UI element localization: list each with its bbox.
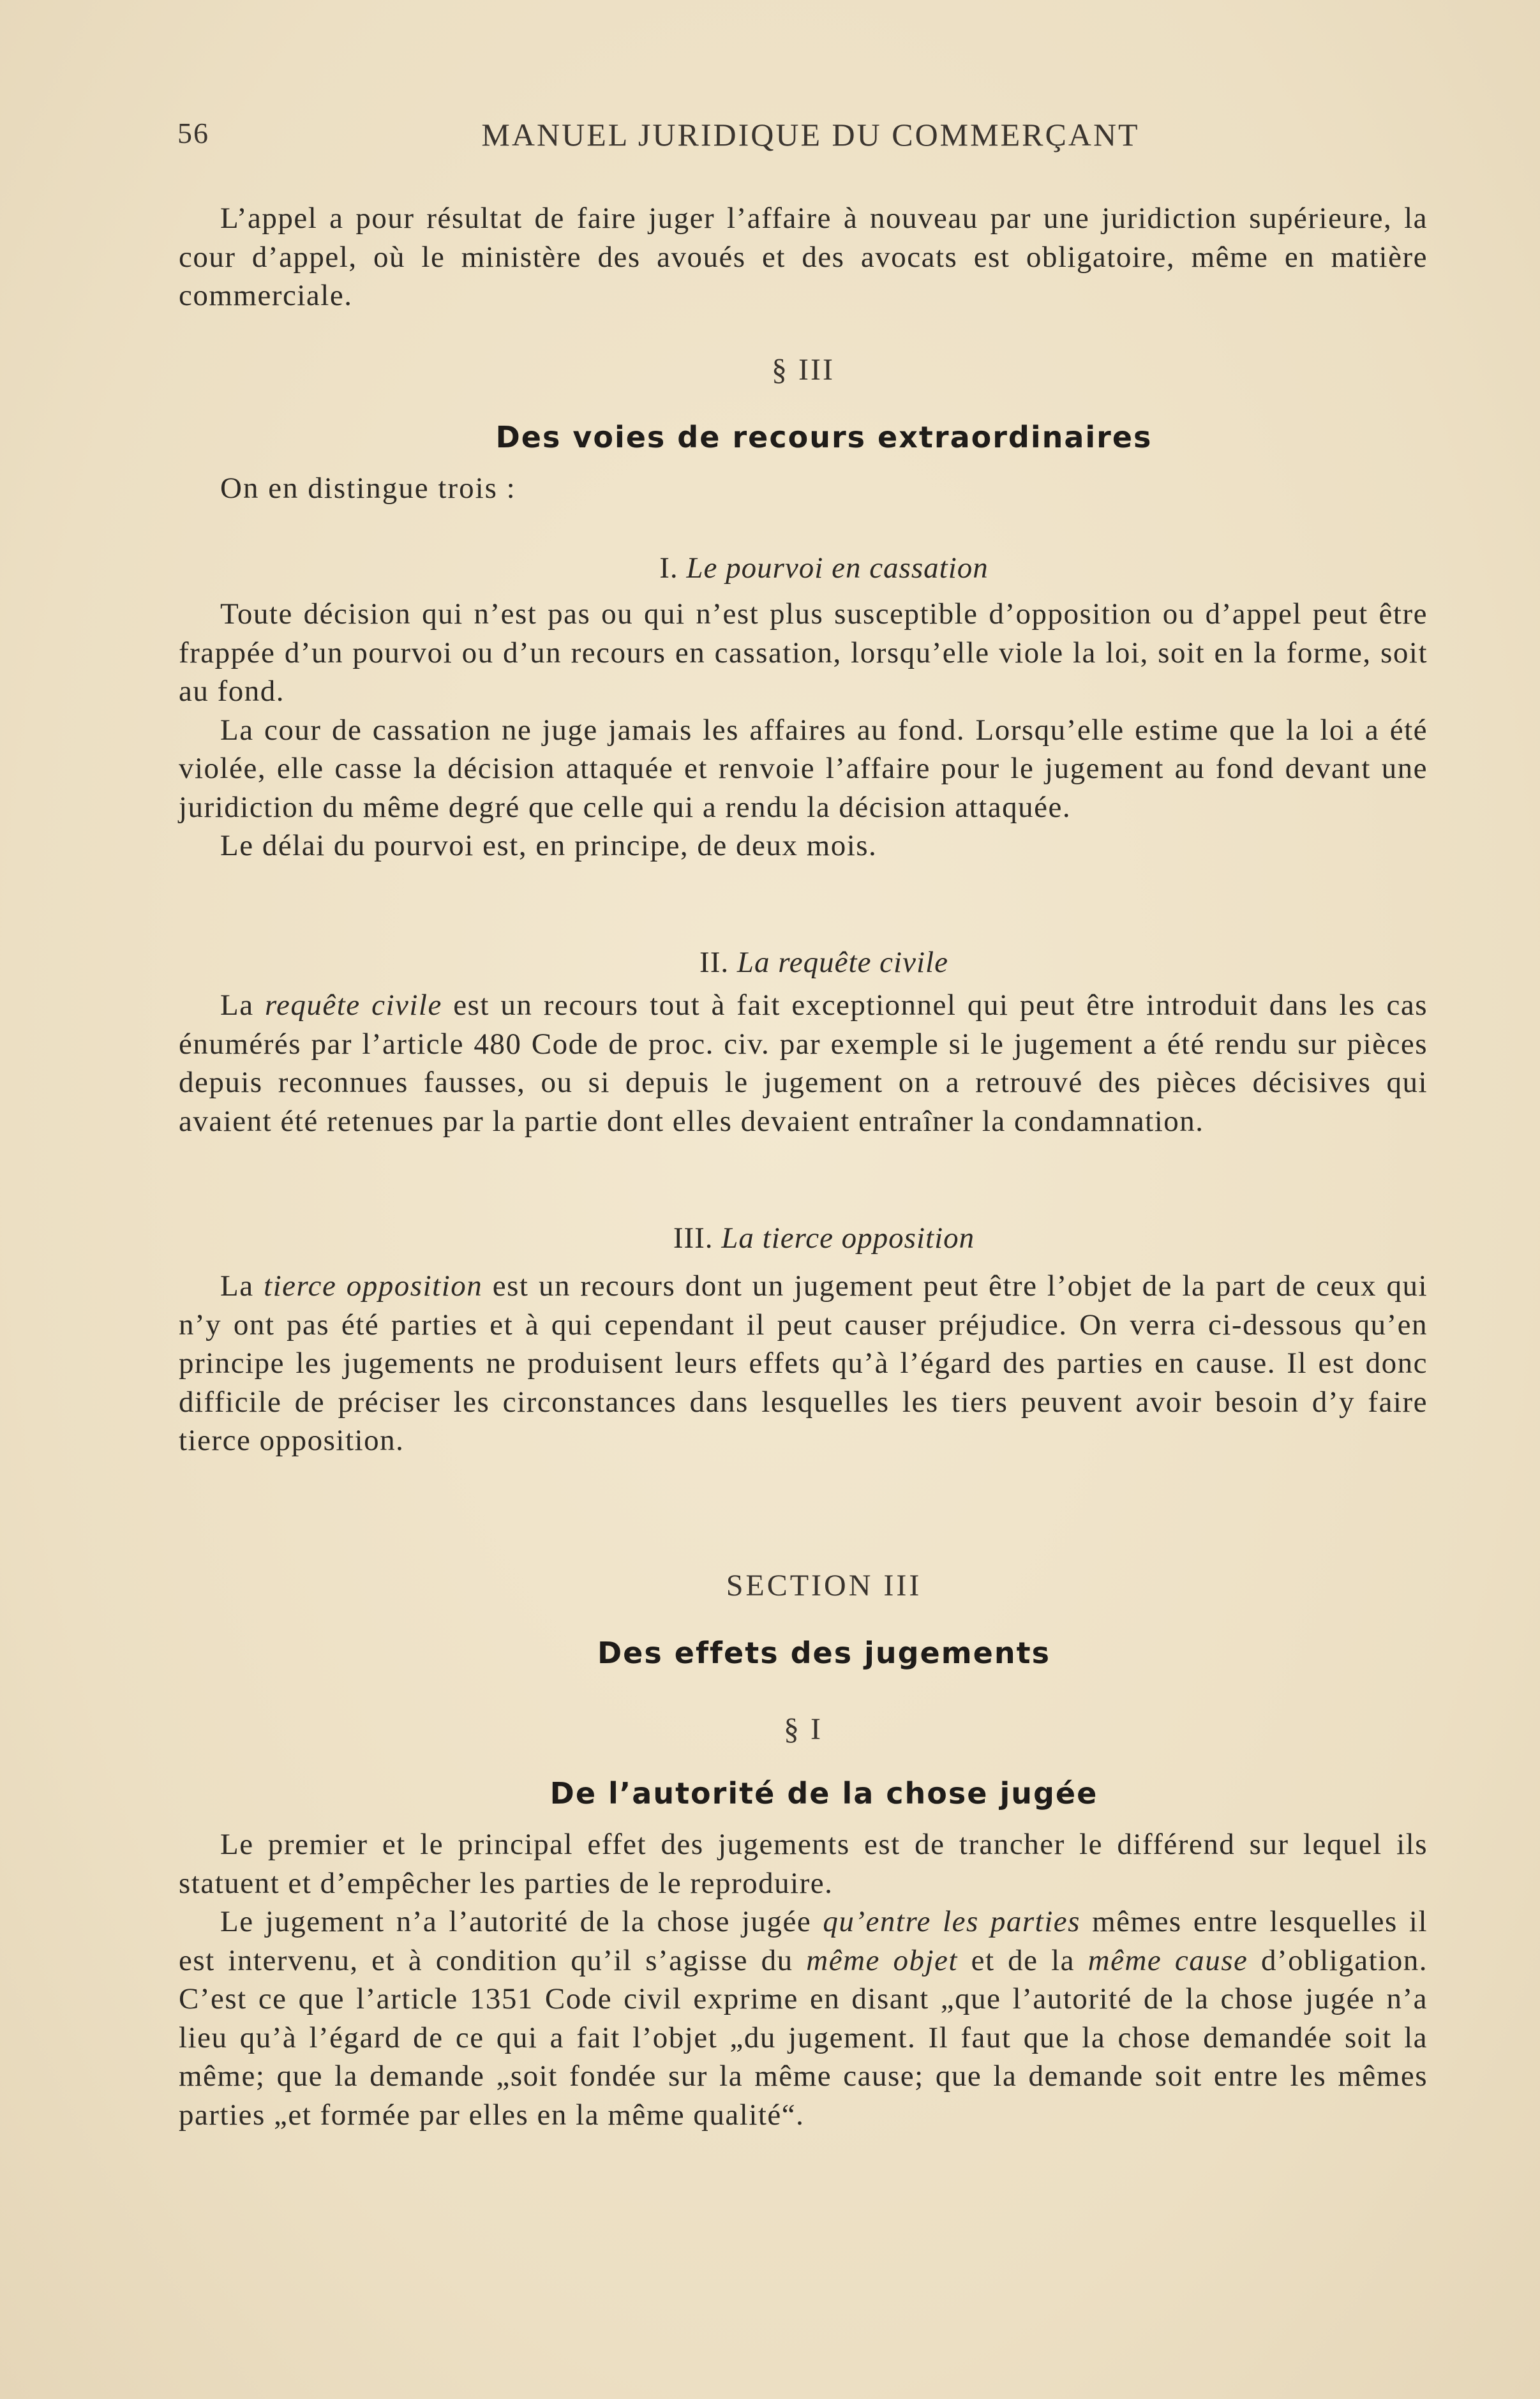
subsection-title (179, 1219, 1428, 1258)
italic-term: même cause (1088, 1943, 1248, 1977)
autorite-block (179, 1825, 1428, 2134)
section-3-heading-block (179, 351, 1428, 390)
subsection-1-heading (179, 549, 1428, 588)
chapter-label-block (179, 1567, 1428, 1606)
page-number: 56 (177, 117, 209, 149)
section-1-title-block (179, 1774, 1428, 1813)
italic-term: tierce opposition (264, 1269, 483, 1303)
subsection-title-text: La tierce opposition (721, 1222, 975, 1255)
section-title: Des voies de recours extraordinaires (495, 420, 1153, 454)
subsection-number: I. (659, 551, 678, 585)
pourvoi-block (179, 595, 1428, 865)
text-run: La (220, 1269, 264, 1303)
subsection-title (179, 549, 1428, 588)
text-run: Le jugement n’a l’autorité de la chose jugée (220, 1905, 823, 1938)
tierce-block (179, 1267, 1428, 1460)
section-1-mark-block (179, 1710, 1428, 1749)
text-run: La (220, 989, 265, 1022)
paragraph-effet: Le premier et le principal effet des jugements est de trancher le différend sur lequel ils statuent et d’empêcher les parties de le reproduire. (179, 1828, 1428, 1900)
chapter-title: Des effets des jugements (597, 1636, 1050, 1670)
subsection-number: III. (673, 1222, 714, 1255)
running-title: MANUEL JURIDIQUE DU COMMERÇANT (481, 117, 1140, 153)
subsection-title (179, 943, 1428, 982)
paragraph-pourvoi-3: Le délai du pourvoi est, en principe, de deux mois. (220, 829, 878, 862)
intro-block (179, 469, 1428, 508)
paragraph-pourvoi-1: Toute décision qui n’est pas ou qui n’est plus susceptible d’opposition ou d’appel peut être frappée d’un pourvoi ou d’un recours en cassation, lorsqu’elle viole la loi, soit en la forme, soit au fond. (179, 597, 1428, 708)
paragraph-tierce (179, 1267, 1428, 1460)
paragraph-pourvoi-2: La cour de cassation ne juge jamais les affaires au fond. Lorsqu’elle estime que la loi a été violée, elle casse la décision attaquée et renvoie l’affaire pour le jugement au fond devant une juridiction du même degré que celle qui a rendu la décision attaquée. (179, 713, 1428, 824)
text-run: est un recours tout à fait exceptionnel qui peut être introduit dans les cas énumérés par l’article 480 Code de proc. civ. par exemple si le jugement a été rendu sur pièces depuis reconnues fausses, ou si depuis le jugement on a retrouvé des pièces décisives qui avaient été retenues par la partie dont elles devaient entraîner la condamnation. (179, 989, 1428, 1138)
section-title: De l’autorité de la chose jugée (549, 1776, 1098, 1811)
section-mark: § III (772, 353, 835, 387)
text-run: est un recours dont un jugement peut être l’objet de la part de ceux qui n’y ont pas été parties et à qui cependant il peut causer préjudice. On verra ci-dessous qu’en principe les jugements ne produisent leurs effets qu’à l’égard des parties en cause. Il est donc difficile de préciser les circonstances dans lesquelles les tiers peuvent avoir besoin d’y faire tierce opposition. (179, 1269, 1428, 1457)
paragraph-autorite (179, 1902, 1428, 2134)
section-mark: § I (784, 1712, 823, 1746)
italic-term: requête civile (264, 989, 442, 1022)
paragraph-appel: L’appel a pour résultat de faire juger l’affaire à nouveau par une juridiction supérieure, la cour d’appel, où le ministère des avoués et des avocats est obligatoire, même en matière commerciale. (179, 202, 1428, 312)
subsection-title-text: La requête civile (736, 946, 948, 979)
subsection-title-text: Le pourvoi en cassation (686, 551, 989, 585)
chapter-title-block (179, 1634, 1428, 1673)
italic-term: même objet (806, 1943, 958, 1977)
section-3-title-block (179, 418, 1428, 457)
text-run: mêmes entre lesquelles il est intervenu, et à condition qu’il s’agisse du (179, 1905, 1428, 1977)
intro-line: On en distingue trois : (220, 472, 516, 505)
text-run: et de la (957, 1943, 1088, 1977)
italic-term: qu’entre les parties (823, 1905, 1080, 1938)
running-head (0, 116, 1540, 161)
paragraph-requete (179, 986, 1428, 1140)
text-run: d’obligation. C’est ce que l’article 1351 Code civil exprime en disant „que l’autorité de la chose jugée n’a lieu qu’à l’égard de ce qui a fait l’objet „du jugement. Il faut que la chose demandée soit la même; que la demande „soit fondée sur la même cause; que la demande soit entre les mêmes parties „et formée par elles en la même qualité“. (179, 1943, 1428, 2132)
subsection-number: II. (699, 946, 729, 979)
page-body (179, 199, 1428, 315)
subsection-3-heading (179, 1219, 1428, 1258)
chapter-label: SECTION III (726, 1569, 922, 1603)
subsection-2-heading (179, 943, 1428, 982)
requete-block (179, 986, 1428, 1140)
